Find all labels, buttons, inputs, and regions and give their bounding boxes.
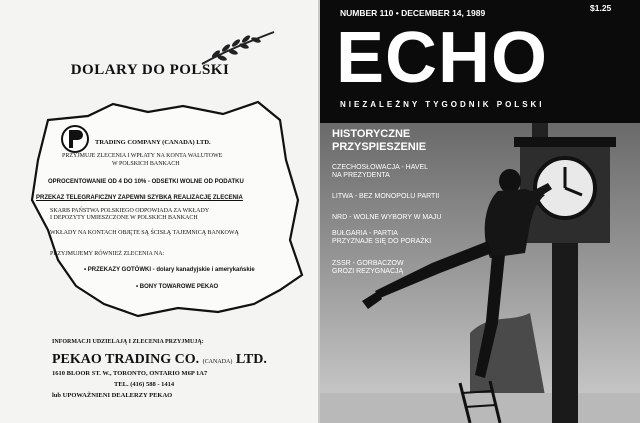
story-line: ZSSR - GORBACZOW xyxy=(332,260,404,267)
ad-line: OPROCENTOWANIE OD 4 DO 10% - ODSETKI WOLNE OD PODATKU xyxy=(48,179,244,185)
info-line: INFORMACJI UDZIELAJĄ I ZLECENIA PRZYJMUJĄ: xyxy=(52,339,204,345)
ad-line: SKARB PAŃSTWA POLSKIEGO ODPOWIADA ZA WKŁADY xyxy=(50,208,210,214)
ad-line: PRZEKAZ TELEGRAFICZNY ZAPEWNI SZYBKĄ REALIZACJĘ ZLECENIA xyxy=(36,195,243,201)
phone: TEL. (416) 588 - 1414 xyxy=(114,381,175,388)
company-name: TRADING COMPANY (CANADA) LTD. xyxy=(95,139,211,146)
masthead xyxy=(320,0,640,123)
ad-line: PRZYJMUJE ZLECENIA I WPŁATY NA KONTA WALUTOWE xyxy=(62,153,223,159)
price: $1.25 xyxy=(590,3,612,13)
ad-bullet: • PRZEKAZY GOTÓWKI - dolary kanadyjskie i amerykańskie xyxy=(84,267,255,273)
magazine-subtitle: NIEZALEŻNY TYGODNIK POLSKI xyxy=(340,100,545,109)
magazine-cover xyxy=(320,0,640,423)
pekao-logo-icon xyxy=(60,124,90,154)
address: 1610 BLOOR ST. W., TORONTO, ONTARIO M6P 1A7 xyxy=(52,370,208,377)
pekao-ltd: LTD. xyxy=(235,352,267,367)
issue-line: NUMBER 110 • DECEMBER 14, 1989 xyxy=(340,8,486,18)
ad-line: I DEPOZYTY UMIESZCZONE W POLSKICH BANKACH xyxy=(50,215,198,221)
agents-line: lub UPOWAŻNIENI DEALERZY PEKAO xyxy=(52,392,173,399)
story-line: PRZYZNAJE SIĘ DO PORAŻKI xyxy=(332,238,432,245)
ad-title: DOLARY DO POLSKI xyxy=(70,62,230,78)
story-line: GROZI REZYGNACJĄ xyxy=(332,268,404,275)
cover-story xyxy=(332,260,472,276)
story-line: LITWA - BEZ MONOPOLU PARTII xyxy=(332,193,440,200)
cover-story xyxy=(332,164,472,180)
ad-line: WKŁADY NA KONTACH OBJĘTE SĄ ŚCISŁĄ TAJEMNICĄ BANKOWĄ xyxy=(50,230,239,236)
cover-story xyxy=(332,193,472,201)
story-line: CZECHOSŁOWACJA - HAVEL xyxy=(332,164,429,171)
magazine-title: ECHO xyxy=(336,18,549,98)
cover-story xyxy=(332,230,472,246)
pekao-company-name xyxy=(52,352,267,368)
cover-headline xyxy=(332,128,426,154)
ad-line: W POLSKICH BANKACH xyxy=(112,161,180,167)
pekao-canada: (CANADA) xyxy=(202,359,233,365)
headline-line: HISTORYCZNE xyxy=(332,128,411,140)
pekao-name: PEKAO TRADING CO. xyxy=(52,352,200,367)
ad-line: PRZYJMUJEMY RÓWNIEŻ ZLECENIA NA: xyxy=(50,251,165,257)
story-line: NA PREZYDENTA xyxy=(332,172,390,179)
left-page-advertisement xyxy=(0,0,318,423)
ad-bullet: • BONY TOWAROWE PEKAO xyxy=(136,284,219,290)
cover-story xyxy=(332,214,472,222)
headline-line: PRZYSPIESZENIE xyxy=(332,141,427,153)
story-line: NRD - WOLNE WYBORY W MAJU xyxy=(332,214,442,221)
story-line: BUŁGARIA - PARTIA xyxy=(332,230,398,237)
